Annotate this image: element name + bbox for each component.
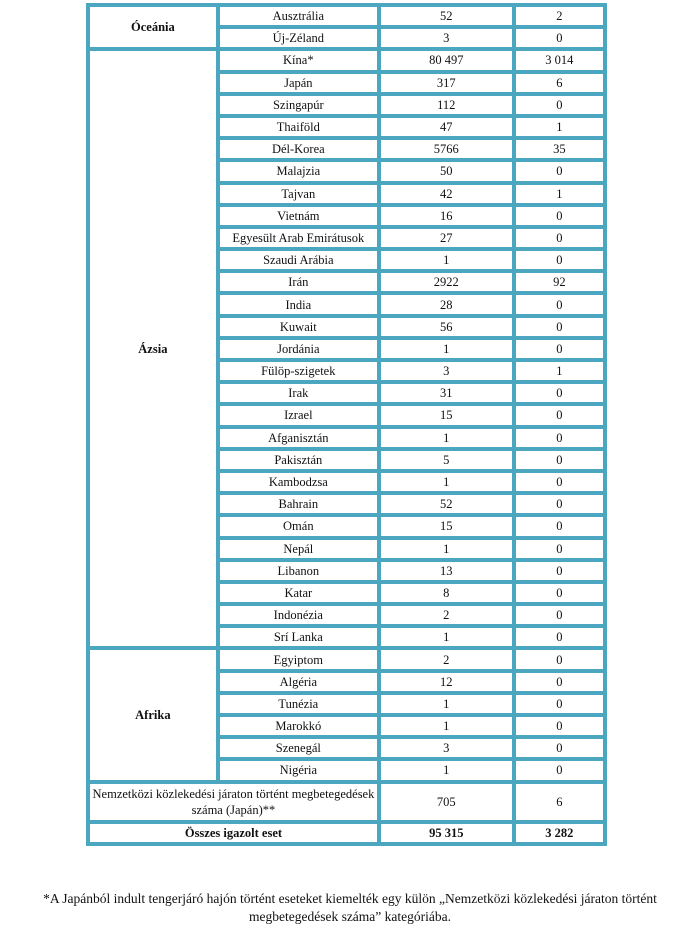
country-cell: Marokkó (218, 715, 379, 737)
deaths-cell: 0 (514, 737, 605, 759)
deaths-cell: 0 (514, 205, 605, 227)
deaths-cell: 0 (514, 626, 605, 648)
cases-cell: 8 (379, 582, 514, 604)
country-cell: Nigéria (218, 759, 379, 781)
country-cell: Omán (218, 515, 379, 537)
country-cell: Japán (218, 72, 379, 94)
cases-cell: 27 (379, 227, 514, 249)
cases-cell: 80 497 (379, 49, 514, 71)
cases-cell: 16 (379, 205, 514, 227)
cases-cell: 15 (379, 515, 514, 537)
country-cell: Tunézia (218, 693, 379, 715)
cases-cell: 50 (379, 160, 514, 182)
cases-cell: 15 (379, 404, 514, 426)
cases-cell: 12 (379, 671, 514, 693)
country-cell: Fülöp-szigetek (218, 360, 379, 382)
deaths-cell: 0 (514, 227, 605, 249)
cases-cell: 5 (379, 449, 514, 471)
country-cell: Srí Lanka (218, 626, 379, 648)
region-label: Óceánia (88, 5, 218, 49)
total-deaths: 3 282 (514, 822, 605, 844)
deaths-cell: 0 (514, 293, 605, 315)
country-cell: India (218, 293, 379, 315)
country-cell: Tajvan (218, 183, 379, 205)
international-row (88, 782, 605, 822)
cases-cell: 47 (379, 116, 514, 138)
country-cell: Libanon (218, 560, 379, 582)
footnote: *A Japánból indult tengerjáró hajón történt eseteket kiemelték egy külön „Nemzetközi közlekedési járaton történt megbetegedések száma” kategóriába. (43, 891, 657, 924)
deaths-cell: 0 (514, 471, 605, 493)
deaths-cell: 0 (514, 94, 605, 116)
total-row (88, 822, 605, 844)
country-cell: Indonézia (218, 604, 379, 626)
cases-cell: 1 (379, 338, 514, 360)
deaths-cell: 0 (514, 715, 605, 737)
country-cell: Pakisztán (218, 449, 379, 471)
cases-cell: 2922 (379, 271, 514, 293)
country-cell: Algéria (218, 671, 379, 693)
table-row (88, 5, 605, 27)
deaths-cell: 0 (514, 493, 605, 515)
country-cell: Thaiföld (218, 116, 379, 138)
country-cell: Kambodzsa (218, 471, 379, 493)
country-cell: Szenegál (218, 737, 379, 759)
country-cell: Egyiptom (218, 648, 379, 670)
cases-cell: 52 (379, 493, 514, 515)
deaths-cell: 0 (514, 427, 605, 449)
deaths-cell: 0 (514, 382, 605, 404)
deaths-cell: 92 (514, 271, 605, 293)
country-cell: Szaudi Arábia (218, 249, 379, 271)
country-cell: Kína* (218, 49, 379, 71)
country-cell: Bahrain (218, 493, 379, 515)
cases-cell: 1 (379, 626, 514, 648)
deaths-cell: 1 (514, 183, 605, 205)
cases-cell: 31 (379, 382, 514, 404)
country-cell: Afganisztán (218, 427, 379, 449)
deaths-cell: 0 (514, 249, 605, 271)
cases-cell: 1 (379, 759, 514, 781)
international-label: Nemzetközi közlekedési járaton történt megbetegedések száma (Japán)** (88, 782, 379, 822)
deaths-cell: 6 (514, 72, 605, 94)
country-cell: Irán (218, 271, 379, 293)
deaths-cell: 3 014 (514, 49, 605, 71)
deaths-cell: 0 (514, 759, 605, 781)
cases-cell: 52 (379, 5, 514, 27)
country-cell: Izrael (218, 404, 379, 426)
cases-cell: 1 (379, 693, 514, 715)
table-row (88, 49, 605, 71)
region-label: Afrika (88, 648, 218, 781)
cases-table (86, 3, 607, 846)
country-cell: Új-Zéland (218, 27, 379, 49)
deaths-cell: 0 (514, 538, 605, 560)
cases-cell: 3 (379, 360, 514, 382)
country-cell: Ausztrália (218, 5, 379, 27)
cases-cell: 317 (379, 72, 514, 94)
cases-cell: 1 (379, 538, 514, 560)
country-cell: Egyesült Arab Emirátusok (218, 227, 379, 249)
deaths-cell: 0 (514, 316, 605, 338)
international-deaths: 6 (514, 782, 605, 822)
cases-cell: 112 (379, 94, 514, 116)
cases-cell: 1 (379, 715, 514, 737)
cases-cell: 2 (379, 648, 514, 670)
deaths-cell: 0 (514, 604, 605, 626)
cases-cell: 1 (379, 471, 514, 493)
total-label: Összes igazolt eset (88, 822, 379, 844)
country-cell: Nepál (218, 538, 379, 560)
deaths-cell: 2 (514, 5, 605, 27)
deaths-cell: 0 (514, 560, 605, 582)
total-cases: 95 315 (379, 822, 514, 844)
cases-cell: 2 (379, 604, 514, 626)
country-cell: Dél-Korea (218, 138, 379, 160)
country-cell: Katar (218, 582, 379, 604)
country-cell: Szingapúr (218, 94, 379, 116)
deaths-cell: 0 (514, 648, 605, 670)
deaths-cell: 0 (514, 338, 605, 360)
cases-cell: 5766 (379, 138, 514, 160)
cases-cell: 13 (379, 560, 514, 582)
table-row (88, 648, 605, 670)
cases-cell: 1 (379, 249, 514, 271)
cases-cell: 28 (379, 293, 514, 315)
deaths-cell: 0 (514, 160, 605, 182)
country-cell: Vietnám (218, 205, 379, 227)
deaths-cell: 0 (514, 582, 605, 604)
international-cases: 705 (379, 782, 514, 822)
deaths-cell: 0 (514, 671, 605, 693)
deaths-cell: 0 (514, 515, 605, 537)
country-cell: Jordánia (218, 338, 379, 360)
cases-cell: 3 (379, 27, 514, 49)
country-cell: Irak (218, 382, 379, 404)
deaths-cell: 35 (514, 138, 605, 160)
deaths-cell: 1 (514, 116, 605, 138)
cases-cell: 42 (379, 183, 514, 205)
deaths-cell: 0 (514, 404, 605, 426)
cases-cell: 1 (379, 427, 514, 449)
cases-cell: 3 (379, 737, 514, 759)
region-label: Ázsia (88, 49, 218, 648)
country-cell: Kuwait (218, 316, 379, 338)
country-cell: Malajzia (218, 160, 379, 182)
deaths-cell: 0 (514, 27, 605, 49)
deaths-cell: 0 (514, 449, 605, 471)
deaths-cell: 0 (514, 693, 605, 715)
cases-cell: 56 (379, 316, 514, 338)
cases-table-body (88, 5, 605, 844)
deaths-cell: 1 (514, 360, 605, 382)
